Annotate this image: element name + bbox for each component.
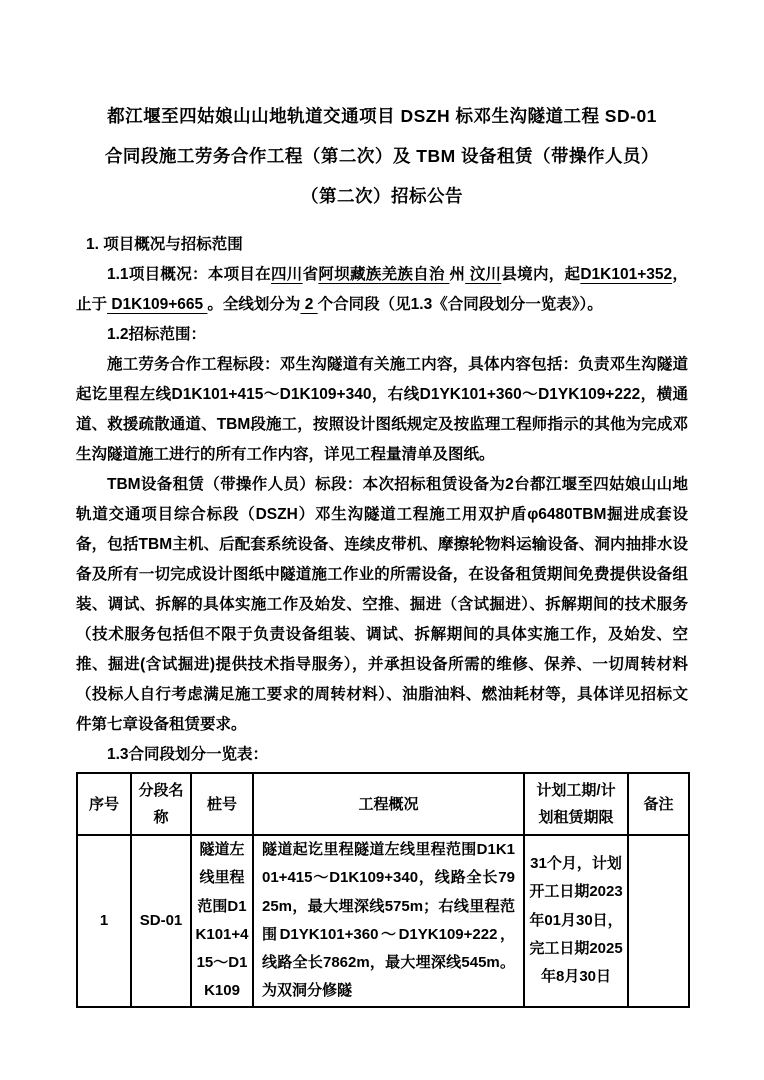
- overview-segment: ，止于: [76, 266, 688, 313]
- col-header-remarks: 备注: [628, 773, 689, 835]
- tender-scope-heading: 1.2招标范围：: [107, 326, 207, 343]
- overview-segment: 州: [449, 266, 466, 283]
- overview-segment: 1.1项目概况：本项目在: [107, 266, 271, 283]
- labor-works-paragraph: 施工劳务合作工程标段：邓生沟隧道有关施工内容，具体内容包括：负责邓生沟隧道起讫里程左线D1K101+415～D1K109+340，右线D1YK101+360～D1YK109+222，横通道、救援疏散通道、TBM段施工，按照设计图纸规定及按监理工程师指示的其他为完成邓生沟隧道施工进行的所有工作内容，详见工程量清单及图纸。: [76, 356, 688, 463]
- col-header-duration: 计划工期/计划租赁期限: [524, 773, 628, 835]
- overview-segment-underlined: 阿坝藏族羌族自治: [318, 266, 450, 283]
- col-header-seq: 序号: [77, 773, 131, 835]
- overview-segment: 。全线划分为: [207, 296, 301, 313]
- overview-segment-underlined: 四川: [271, 266, 303, 283]
- tbm-rental-paragraph: TBM设备租赁（带操作人员）标段：本次招标租赁设备为2台都江堰至四姑娘山山地轨道交通项目综合标段（DSZH）邓生沟隧道工程施工用双护盾φ6480TBM掘进成套设备，包括TBM主机、后配套系统设备、连续皮带机、摩擦轮物料运输设备、洞内抽排水设备及所有一切完成设计图纸中隧道施工作业的所需设备，在设备租赁期间免费提供设备组装、调试、拆解的具体实施工作及始发、空推、掘进（含试掘进）、拆解期间的技术服务（技术服务包括但不限于负责设备组装、调试、拆解期间的具体实施工作，及始发、空推、掘进(含试掘进)提供技术指导服务），并承担设备所需的维修、保养、一切周转材料（投标人自行考虑满足施工要求的周转材料）、油脂油料、燃油耗材等，具体详见招标文件第七章设备租赁要求。: [76, 476, 688, 733]
- table-caption: 1.3合同段划分一览表：: [107, 746, 269, 763]
- document-title-line-1: 都江堰至四姑娘山山地轨道交通项目 DSZH 标邓生沟隧道工程 SD-01: [107, 106, 657, 126]
- cell-overview: [253, 835, 524, 1007]
- col-header-overview: 工程概况: [253, 773, 524, 835]
- contract-segments-table: [76, 772, 690, 1008]
- overview-segment-underlined: D1K109+665: [107, 296, 208, 313]
- document-title-line-2: 合同段施工劳务合作工程（第二次）及 TBM 设备租赁（带操作人员）: [104, 146, 660, 166]
- cell-segment-name: [131, 835, 191, 1007]
- section-1-heading: 1. 项目概况与招标范围: [86, 236, 243, 253]
- overview-segment: 县境内，起: [501, 266, 581, 283]
- project-overview-paragraph: [76, 260, 688, 320]
- col-header-segment-name: 分段名称: [131, 773, 191, 835]
- cell-seq-text: 1: [99, 911, 109, 929]
- col-header-stake-number: 桩号: [191, 773, 253, 835]
- document-title-line-3: （第二次）招标公告: [301, 186, 463, 206]
- table-header-row: [77, 773, 689, 835]
- overview-segment-underlined: 汶川: [465, 266, 502, 283]
- cell-stake-number: [191, 835, 253, 1007]
- cell-segment-name-text: SD-01: [139, 911, 183, 929]
- table-row: [77, 835, 689, 1007]
- cell-overview-text: 隧道起讫里程隧道左线里程范围D1K101+415～D1K109+340，线路全长7925m，最大埋深线575m；右线里程范围D1YK101+360～D1YK109+222，线路全长7862m，最大埋深线545m。为双洞分修隧: [262, 841, 515, 1000]
- cell-remarks: [628, 835, 689, 1007]
- overview-segment: 个合同段（见1.3《合同段划分一览表》）。: [317, 296, 603, 313]
- overview-segment: 省: [302, 266, 319, 283]
- cell-duration-text: 31个月，计划开工日期2023年01月30日，完工日期2025年8月30日: [529, 855, 623, 986]
- cell-stake-number-text: 隧道左线里程范围D1K101+415～D1K109: [195, 841, 249, 1000]
- cell-seq: [77, 835, 131, 1007]
- document-title: [76, 96, 688, 216]
- cell-duration: [524, 835, 628, 1007]
- overview-segment-underlined: D1K101+352: [580, 266, 673, 283]
- overview-segment-underlined: 2: [300, 296, 318, 313]
